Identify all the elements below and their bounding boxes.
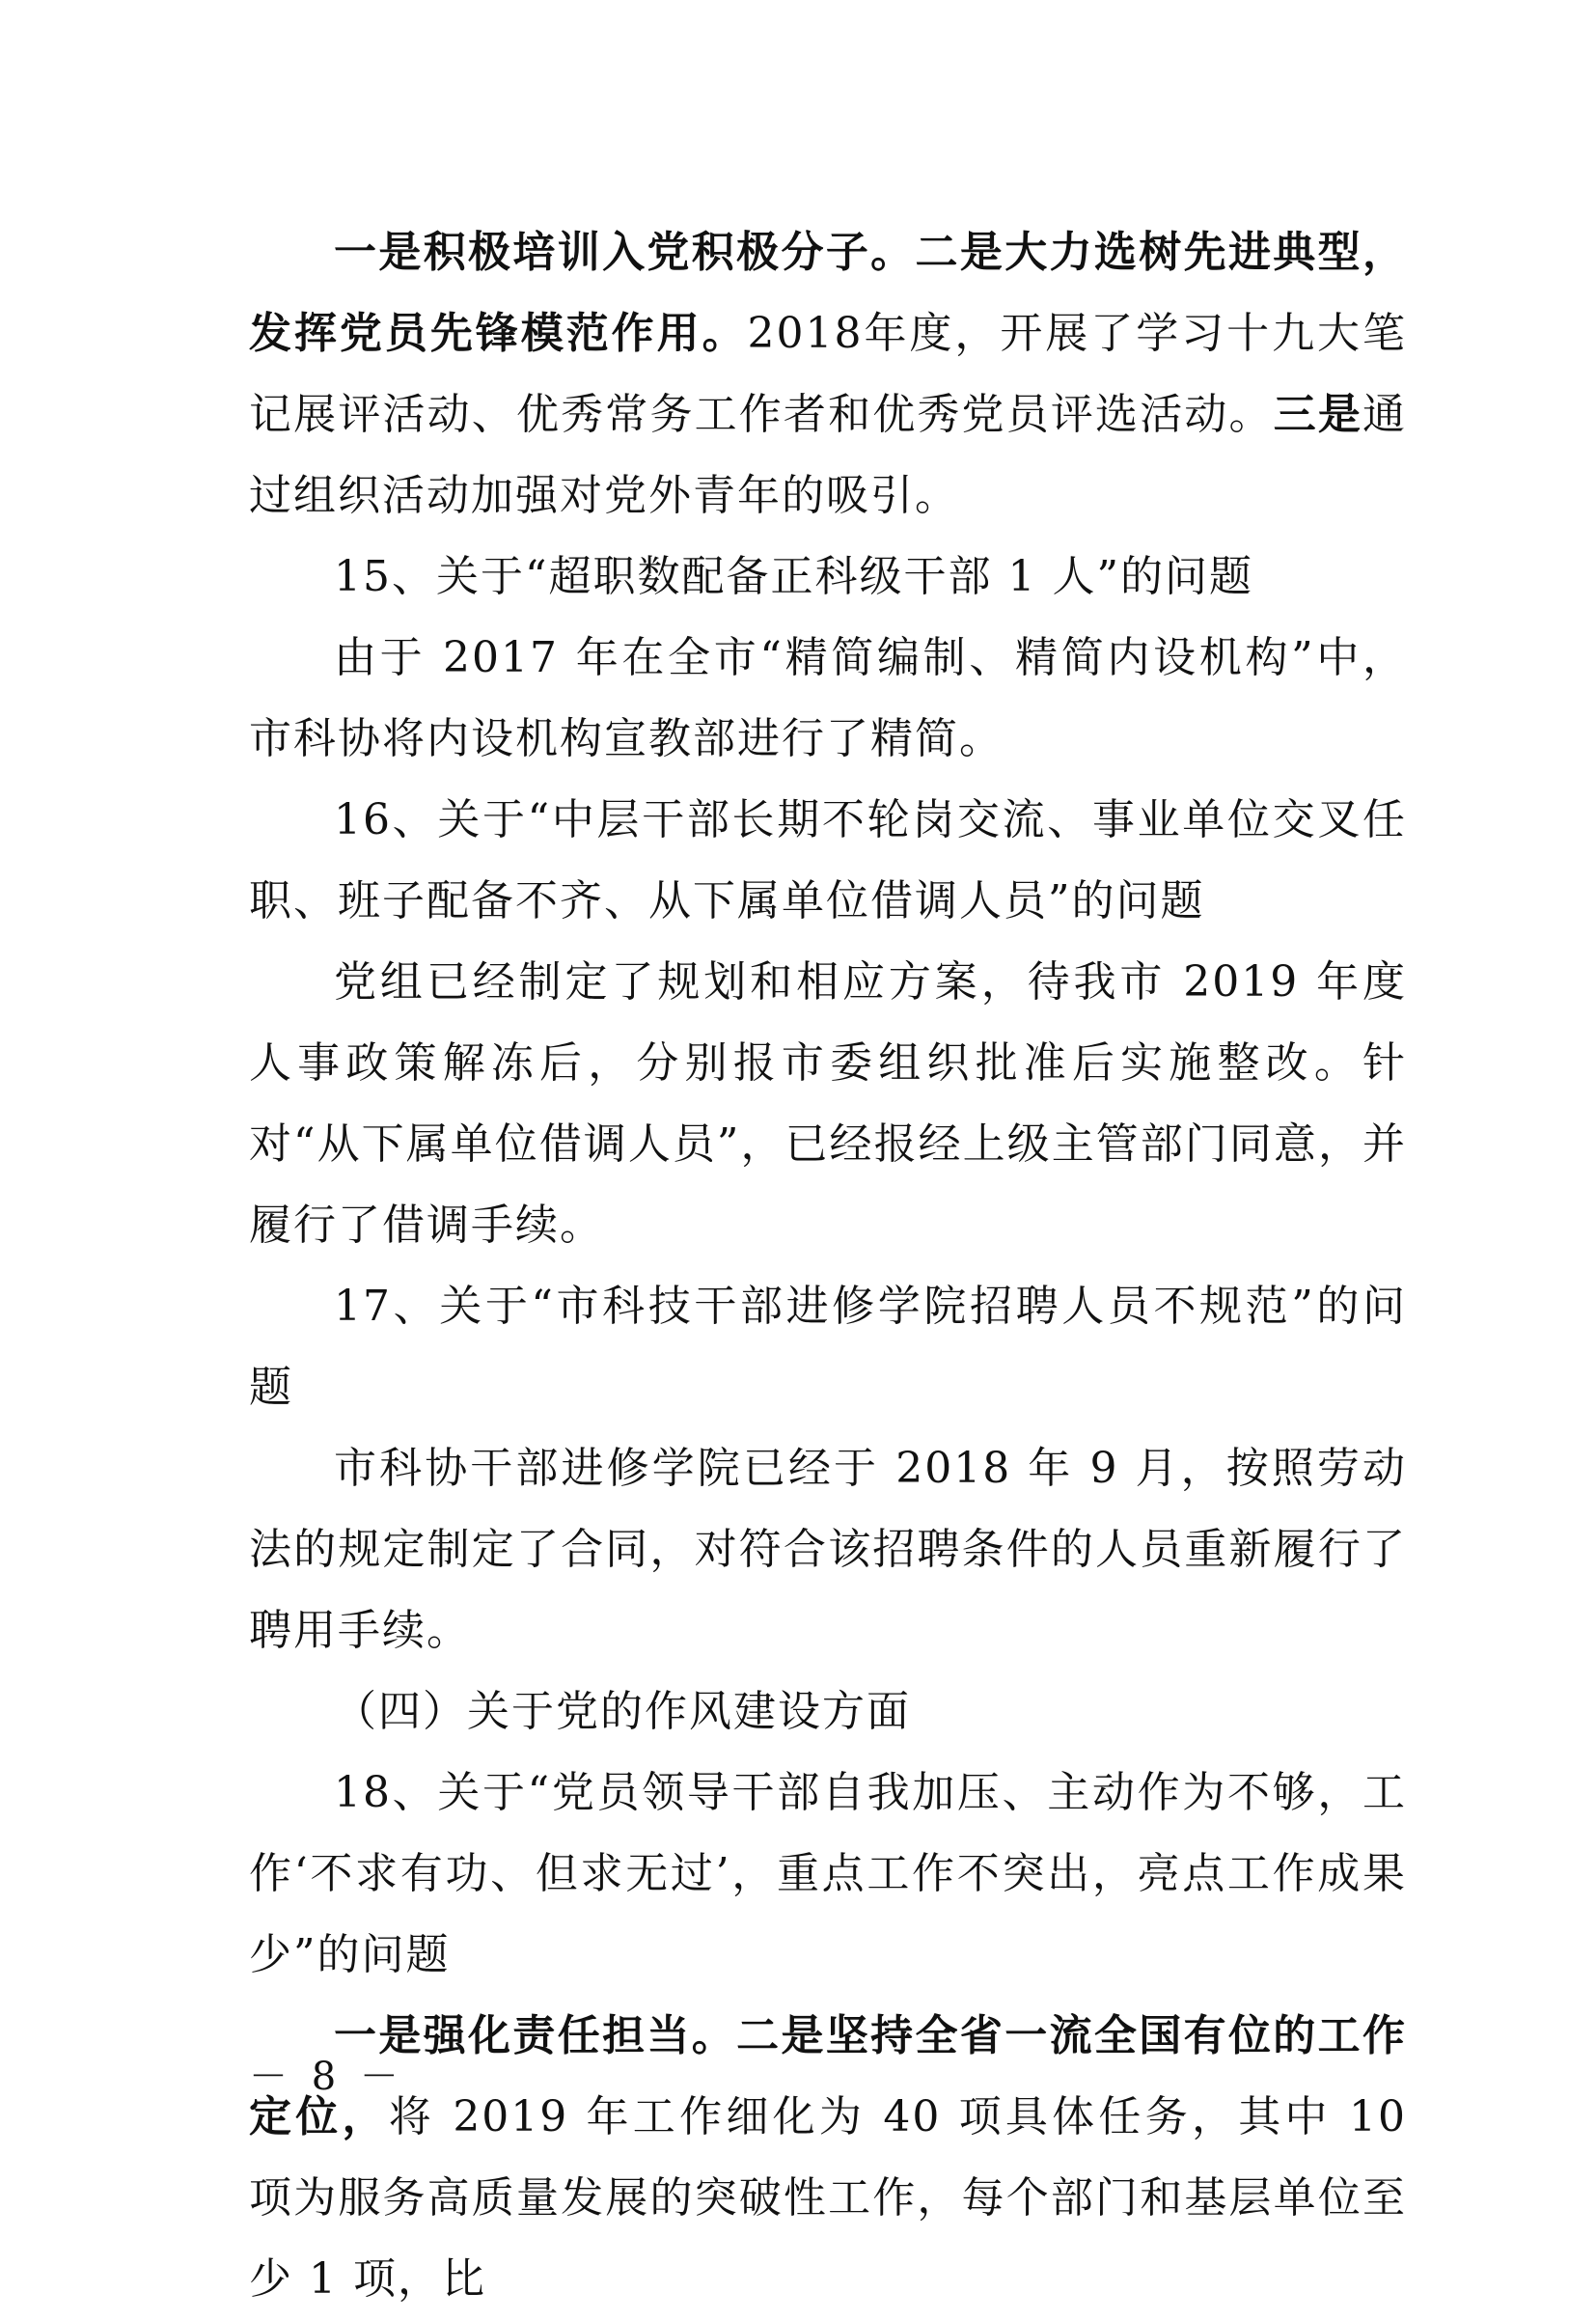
page-number: － 8 －: [249, 2055, 404, 2099]
paragraph-response-17: 市科协干部进修学院已经于 2018 年 9 月，按照劳动法的规定制定了合同，对符合该招聘条件的人员重新履行了聘用手续。: [249, 1444, 1407, 1655]
issue-heading-17: 17、关于“市科技干部进修学院招聘人员不规范”的问题: [249, 1282, 1407, 1412]
document-body: [249, 212, 1407, 2320]
paragraph-intro-measures: [249, 212, 1407, 537]
bold-lead-text: 三是: [1273, 390, 1363, 439]
paragraph-text: 将 2019 年工作细化为 40 项具体任务，其中 10 项为服务高质量发展的突破性工作，每个部门和基层单位至少 1 项，比: [249, 2092, 1407, 2304]
issue-heading-18: 18、关于“党员领导干部自我加压、主动作为不够，工作‘不求有功、但求无过’，重点工作不突出，亮点工作成果少”的问题: [249, 1768, 1407, 1979]
paragraph-text: 通过组织活动加强对党外青年的吸引。: [249, 390, 1408, 520]
bold-lead-text: 一是强化责任担当。二是坚持全省一流全国有位的工作定位，: [249, 2011, 1407, 2141]
paragraph-text: 2018年度，开展了学习十九大笔记展评活动、优秀常务工作者和优秀党员评选活动。: [249, 309, 1407, 439]
issue-heading-15: 15、关于“超职数配备正科级干部 1 人”的问题: [334, 552, 1253, 601]
paragraph-response-16: 党组已经制定了规划和相应方案，待我市 2019 年度人事政策解冻后，分别报市委组织批准后实施整改。针对“从下属单位借调人员”，已经报经上级主管部门同意，并履行了借调手续。: [249, 957, 1407, 1250]
paragraph-response-15: 由于 2017 年在全市“精简编制、精简内设机构”中，市科协将内设机构宣教部进行了精简。: [249, 633, 1407, 763]
bold-lead-text: 一是积极培训入党积极分子。二是大力选树先进典型，发挥党员先锋模范作用。: [249, 228, 1407, 358]
paragraph-response-18: [249, 1996, 1407, 2320]
section-heading-4: （四）关于党的作风建设方面: [334, 1687, 911, 1736]
issue-heading-16: 16、关于“中层干部长期不轮岗交流、事业单位交叉任职、班子配备不齐、从下属单位借调人员”的问题: [249, 795, 1407, 925]
